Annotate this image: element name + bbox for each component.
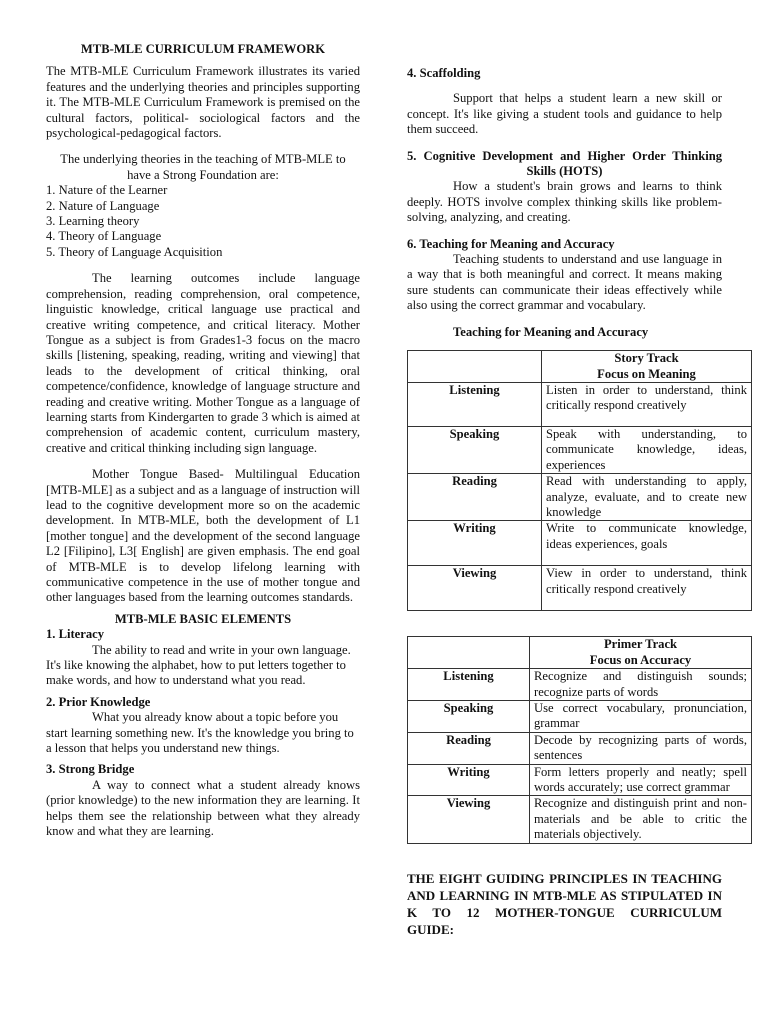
description-cell: Form letters properly and neatly; spell words accurately; use correct grammar	[530, 764, 752, 796]
table-row	[408, 732, 752, 764]
basic-elements-title: MTB-MLE BASIC ELEMENTS	[114, 611, 292, 626]
primer-track-header: Primer Track Focus on Accuracy	[530, 637, 752, 669]
mtbmle-paragraph: Mother Tongue Based- Multilingual Education [MTB-MLE] as a subject and as a language of instruction will lead to the cognitive development more so on the academic development. In MTB-MLE, both the development of L1 [mother tongue] and the development of the second language L2 [Filipino], L3[ English] are given emphasis. The end goal of MTB-MLE is to develop lifelong learning with communicative competence in the use of mother tongue and other languages based from the learning outcomes standards.	[46, 467, 360, 605]
table-row	[408, 474, 752, 521]
guiding-principles-heading: THE EIGHT GUIDING PRINCIPLES IN TEACHING AND LEARNING IN MTB-MLE AS STIPULATED IN K TO 12 MOTHER-TONGUE CURRICULUM GUIDE:	[407, 870, 722, 937]
skill-cell: Reading	[408, 474, 542, 521]
description-cell: Listen in order to understand, think critically respond creatively	[542, 382, 752, 426]
story-track-table	[407, 350, 752, 611]
skill-cell: Writing	[408, 764, 530, 796]
framework-title: MTB-MLE CURRICULUM FRAMEWORK	[80, 42, 326, 56]
description-cell: Decode by recognizing parts of words, sentences	[530, 732, 752, 764]
skill-cell: Reading	[408, 732, 530, 764]
description-cell: Speak with understanding, to communicate knowledge, ideas, experiences	[542, 426, 752, 473]
description-cell: Read with understanding to apply, analyze, evaluate, and to create new knowledge	[542, 474, 752, 521]
table-row	[408, 796, 752, 843]
list-item: 1. Nature of the Learner	[46, 183, 168, 198]
list-item: 2. Nature of Language	[46, 198, 160, 213]
story-track-header: Story Track Focus on Meaning	[542, 351, 752, 383]
table-row	[408, 566, 752, 611]
skill-cell: Viewing	[408, 566, 542, 611]
framework-intro: The MTB-MLE Curriculum Framework illustrates its varied features and the underlying theories and principles supporting it. The MTB-MLE Curriculum Framework is premised on the cultural factors, political- sociological factors and the psychological-pedagogical factors.	[46, 64, 360, 141]
skill-cell: Speaking	[408, 426, 542, 473]
strong-bridge-heading: 3. Strong Bridge	[46, 762, 135, 777]
learning-outcomes-paragraph: The learning outcomes include language comprehension, reading comprehension, oral competence, linguistic knowledge, critical language use practical and creative writing competence, and critical literacy. Mother Tongue as a subject is from Grades1-3 focus on the macro skills [listening, speaking, reading, writing and viewing] that leads to the development of critical thinking, oral competence/confidence, knowledge of language structure and reading and creative writing. Mother Tongue as a language of learning starts from Kindergarten to grade 3 which is aimed at comprehension of academic content, curriculum mastery, creative and critical thinking including sign language.	[46, 271, 360, 455]
list-item: 3. Learning theory	[46, 214, 140, 229]
meaning-accuracy-text: Teaching students to understand and use language in a way that is both meaningful and correct. It means making sure students can communicate their ideas effectively while also using the correct grammar and vocabulary.	[407, 252, 722, 313]
table-row	[408, 669, 752, 701]
skill-cell: Writing	[408, 521, 542, 566]
table-row	[408, 521, 752, 566]
table-caption: Teaching for Meaning and Accuracy	[453, 324, 649, 339]
scaffolding-text: Support that helps a student learn a new skill or concept. It's like giving a student tools and guidance to help them succeed.	[407, 91, 722, 137]
primer-track-table	[407, 636, 752, 843]
description-cell: View in order to understand, think critically respond creatively	[542, 566, 752, 611]
description-cell: Write to communicate knowledge, ideas experiences, goals	[542, 521, 752, 566]
list-item: 5. Theory of Language Acquisition	[46, 244, 223, 259]
theories-list	[46, 183, 360, 260]
description-cell: Use correct vocabulary, pronunciation, grammar	[530, 700, 752, 732]
literacy-text: The ability to read and write in your own language. It's like knowing the alphabet, how to put letters together to make words, and how to understand what you read.	[46, 642, 351, 688]
prior-knowledge-text: What you already know about a topic before you start learning something new. It's the knowledge you bring to a lesson that helps you understand new things.	[46, 710, 354, 756]
prior-knowledge-heading: 2. Prior Knowledge	[46, 694, 151, 709]
table-row	[408, 700, 752, 732]
strong-bridge-text: A way to connect what a student already knows (prior knowledge) to the new information they are learning. It helps them see the relationship between what they already know and what they are learning.	[46, 777, 360, 839]
list-item: 4. Theory of Language	[46, 229, 162, 244]
table-row	[408, 426, 752, 473]
meaning-accuracy-heading: 6. Teaching for Meaning and Accuracy	[407, 236, 615, 251]
left-column	[46, 42, 360, 840]
table-header-row	[408, 637, 752, 669]
literacy-heading: 1. Literacy	[46, 627, 105, 642]
cognitive-text: How a student's brain grows and learns to think deeply. HOTS involve complex thinking skills like problem-solving, analyzing, and creating.	[407, 179, 722, 225]
table-header-row	[408, 351, 752, 383]
skill-cell: Speaking	[408, 700, 530, 732]
table-row	[408, 382, 752, 426]
skill-cell: Listening	[408, 669, 530, 701]
cognitive-heading: 5. Cognitive Development and Higher Order Thinking Skills (HOTS)	[407, 148, 722, 179]
theories-lead: The underlying theories in the teaching of MTB-MLE to have a Strong Foundation are:	[60, 152, 346, 182]
skill-cell: Listening	[408, 382, 542, 426]
table-row	[408, 764, 752, 796]
skill-cell: Viewing	[408, 796, 530, 843]
description-cell: Recognize and distinguish sounds; recognize parts of words	[530, 669, 752, 701]
scaffolding-heading: 4. Scaffolding	[407, 66, 481, 80]
description-cell: Recognize and distinguish print and non-materials and be able to critic the materials objectively.	[530, 796, 752, 843]
right-column	[407, 66, 752, 938]
